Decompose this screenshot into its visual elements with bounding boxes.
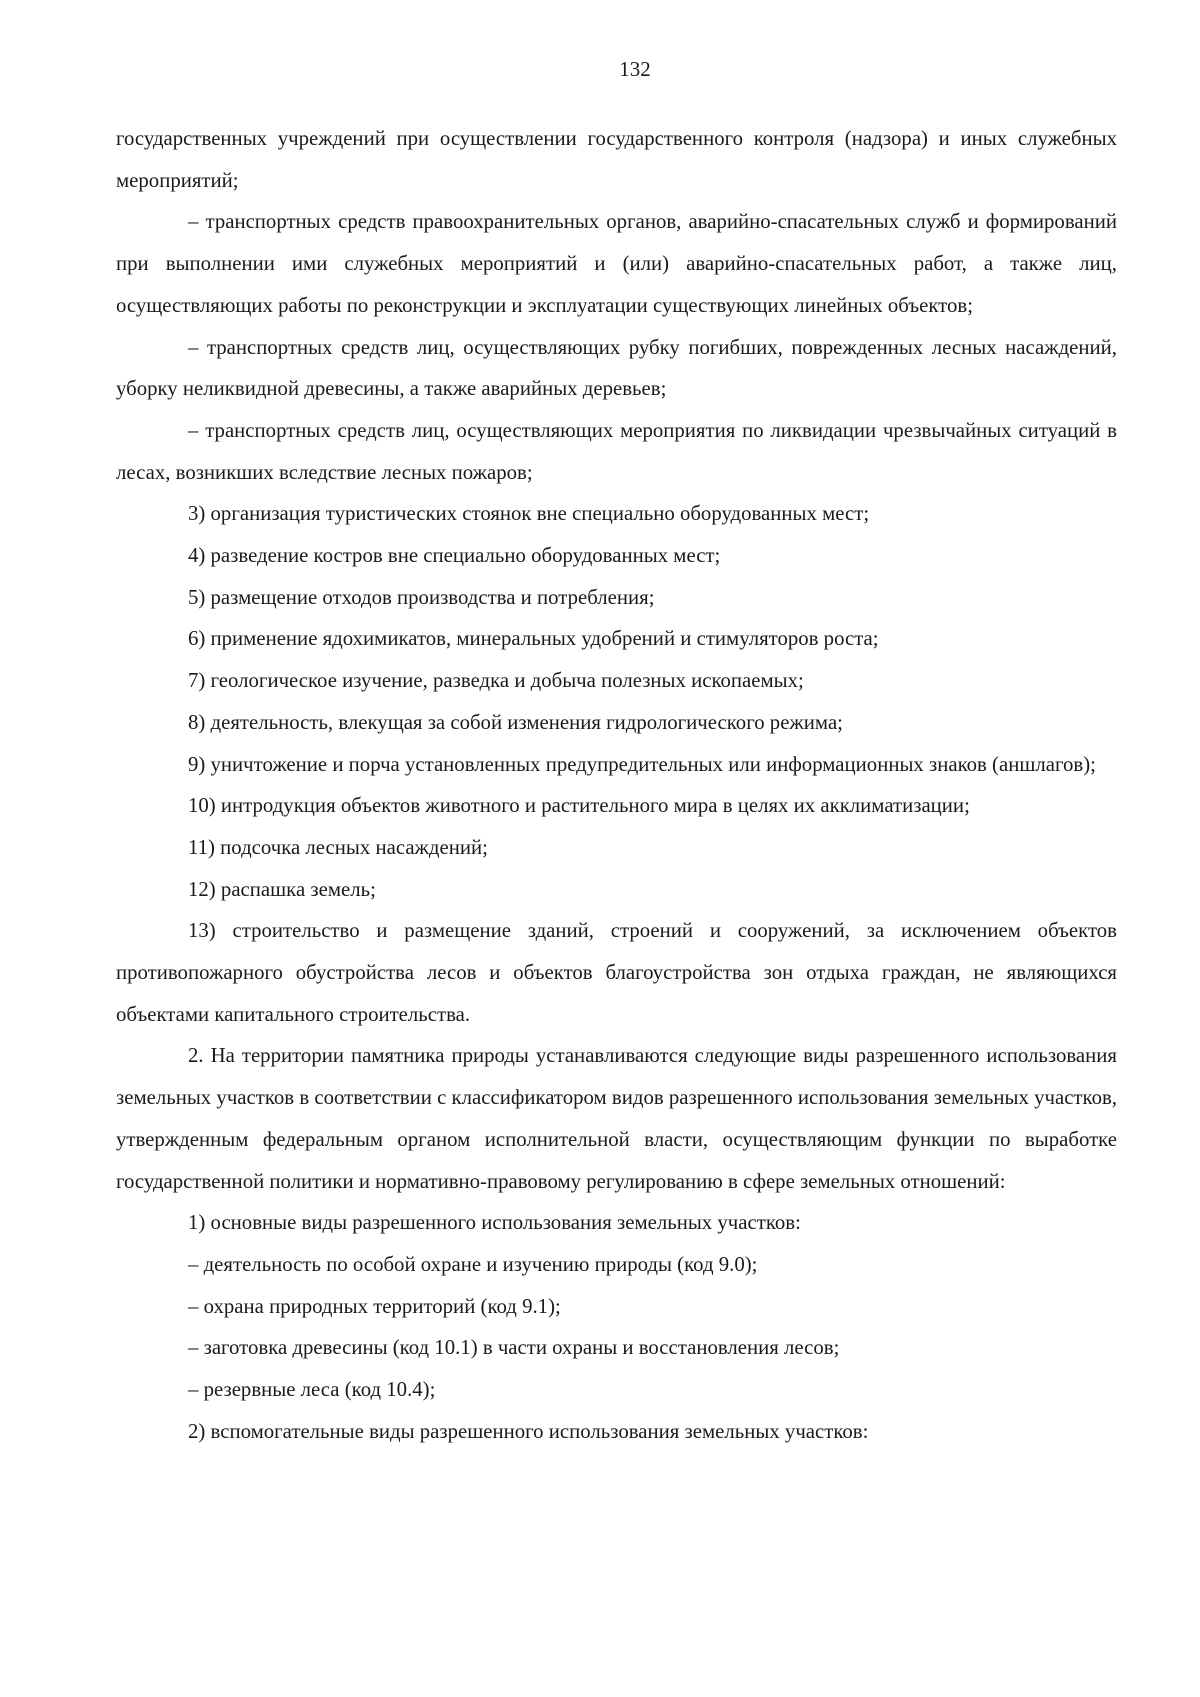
paragraph-list-item: – заготовка древесины (код 10.1) в части охраны и восстановления лесов;: [188, 1336, 840, 1360]
paragraph-list-item: – транспортных средств лиц, осуществляющих мероприятия по ликвидации чрезвычайных ситуаций в лесах, возникших вследствие лесных пожаров;: [116, 418, 1117, 484]
paragraph-list-item: 4) разведение костров вне специально оборудованных мест;: [188, 544, 721, 568]
paragraph-list-item: 13) строительство и размещение зданий, строений и сооружений, за исключением объектов противопожарного обустройства лесов и объектов благоустройства зон отдыха граждан, не являющихся объектами капитального строительства.: [116, 919, 1117, 1026]
paragraph-list-item: 8) деятельность, влекущая за собой изменения гидрологического режима;: [188, 710, 843, 734]
paragraph-list-item: 5) размещение отходов производства и потребления;: [188, 585, 655, 609]
document-body: [116, 118, 1117, 1453]
paragraph-list-item: 3) организация туристических стоянок вне специально оборудованных мест;: [188, 502, 870, 526]
paragraph-list-item: – транспортных средств правоохранительных органов, аварийно-спасательных служб и формирований при выполнении ими служебных мероприятий и (или) аварийно-спасательных работ, а также лиц, осуществляющих работы по реконструкции и эксплуатации существующих линейных объектов;: [116, 210, 1117, 317]
paragraph-list-item: 11) подсочка лесных насаждений;: [188, 835, 488, 859]
paragraph-list-item: 6) применение ядохимикатов, минеральных удобрений и стимуляторов роста;: [188, 627, 879, 651]
paragraph-list-item: 12) распашка земель;: [188, 877, 376, 901]
paragraph-list-item: 9) уничтожение и порча установленных предупредительных или информационных знаков (аншлагов);: [188, 752, 1096, 776]
paragraph-list-item: 1) основные виды разрешенного использования земельных участков:: [188, 1211, 801, 1235]
paragraph-section-2: 2. На территории памятника природы устанавливаются следующие виды разрешенного использования земельных участков в соответствии с классификатором видов разрешенного использования земельных участков, утвержденным федеральным органом исполнительной власти, осуществляющим функции по выработке государственной политики и нормативно-правовому регулированию в сфере земельных отношений:: [116, 1044, 1117, 1193]
paragraph-list-item: – транспортных средств лиц, осуществляющих рубку погибших, поврежденных лесных насаждений, уборку неликвидной древесины, а также аварийных деревьев;: [116, 335, 1117, 401]
paragraph-list-item: 7) геологическое изучение, разведка и добыча полезных ископаемых;: [188, 669, 804, 693]
page-number: 132: [619, 57, 651, 81]
paragraph-list-item: 10) интродукция объектов животного и растительного мира в целях их акклиматизации;: [188, 794, 970, 818]
paragraph-list-item: – деятельность по особой охране и изучению природы (код 9.0);: [188, 1252, 758, 1276]
paragraph-continuation: государственных учреждений при осуществлении государственного контроля (надзора) и иных служебных мероприятий;: [116, 127, 1117, 192]
paragraph-list-item: – охрана природных территорий (код 9.1);: [188, 1294, 561, 1318]
paragraph-list-item: 2) вспомогательные виды разрешенного использования земельных участков:: [188, 1419, 869, 1443]
paragraph-list-item: – резервные леса (код 10.4);: [188, 1378, 436, 1402]
